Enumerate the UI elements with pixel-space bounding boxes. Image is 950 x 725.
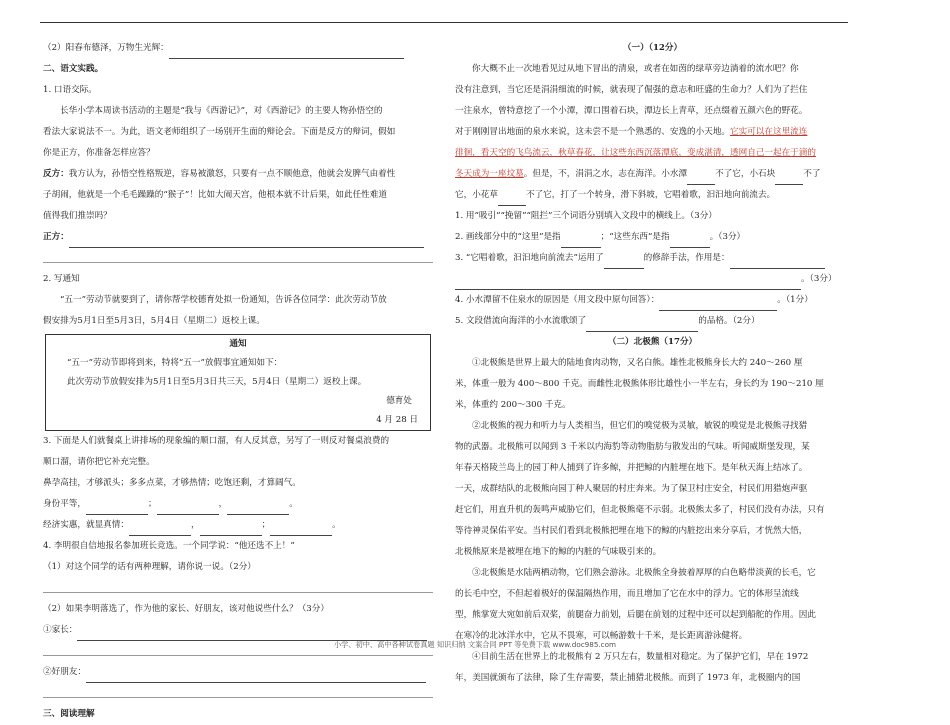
answer-blank[interactable] [129,522,191,536]
part-2-title: （二）北极熊（17分） [607,337,698,347]
parent-answer-blank[interactable] [77,627,427,641]
parent-label: ①家长： [43,625,78,635]
q2-prompt: （2）阳春布德泽，万物生光辉： [43,43,169,53]
passage2-line: 等待神灵保佑平安。当村民们看到北极熊把埋在地下的鲸的内脏挖出来分享后，才恍然大悟， [455,526,808,536]
notice-title: 通知 [229,339,247,349]
fan-label: 反方： [43,169,69,179]
q2-paragraph-2: 假安排为5月1日至5月3日，5月4日（星期二）返校上课。 [43,316,265,326]
question-1: 1. 用“吸引”“挽留”“阻拦”三个词语分别填入文段中的横线上。（3分） [455,211,717,221]
q4-friend-line [43,662,433,683]
answer-blank[interactable] [561,234,601,248]
passage1-line: 冬天成为一座坟墓。但是，不，涓涓之水，志在海洋。小水潭 不了它，小石块 不了 [455,164,850,185]
question-4: 4. 小水潭留不住泉水的原因是（用文段中原句回答）： 。（1分） [455,290,850,311]
fan-line-2: 子胡闹，他就是一个毛毛躁躁的“猴子”！比如大闹天宫，他根本就不计后果，如此任性难道 [43,190,387,200]
page-footer: 小学、初中、高中各种试卷真题 知识归纳 文案合同 PPT 等免费下载 www.doc985.com [333,640,617,649]
answer-blank[interactable] [227,501,289,515]
notice-line-2: 此次劳动节放假安排为5月1日至5月3日共三天，5月4日（星期二）返校上课。 [67,377,367,387]
notice-signature: 德育处 [386,396,412,406]
q3-line-4: 身份平等， ； ， 。 [43,494,433,515]
friend-label: ②好朋友： [43,667,86,677]
q4-line-2: （1）对这个同学的话有两种理解，请你说一说。（2分） [43,562,256,572]
answer-blank[interactable] [86,501,148,515]
top-rule [40,22,848,23]
section-2-title: 二、语文实践。 [43,64,104,74]
answer-blank[interactable] [670,234,710,248]
passage2-line: 年春天格陵兰岛上的园丁种人捕到了许多鲸，并把鲸的内脏埋在地下。是年秋天海上结冰了。 [455,463,808,473]
passage2-line: ③北极熊是水陆两栖动物，它们熟会游泳。北极熊全身披着厚厚的白色略带淡黄的长毛，它 [472,568,816,578]
passage2-line: 赶它们，用直升机的轰鸣声威胁它们，但北极熊毫不示弱。北极熊太多了，村民们没有办法，只有 [455,505,825,515]
q3-line-5: 经济实惠，就显真情： ， ； 。 [43,515,433,536]
q4-line-3: （2）如果李明落选了，作为他的家长、好朋友，该对他说些什么？（3分） [43,604,329,614]
q2-paragraph-1: “五一”劳动节就要到了，请你帮学校德育处拟一份通知，告诉各位同学：此次劳动节放 [60,295,387,305]
underlined-passage: 冬天成为一座坟墓 [455,169,524,179]
notice-box [45,334,431,431]
underlined-passage: 它实可以在这里流连 [730,127,808,137]
answer-line[interactable] [43,683,433,704]
passage2-line: ②北极熊的视力和听力与人类相当，但它们的嗅觉极为灵敏，敏锐的嗅觉是北极熊寻找猎 [472,421,808,431]
section-3-title: 三、阅读理解 [43,709,95,719]
passage1-line: 你大概不止一次地看见过从地下冒出的清泉，或者在如茵的绿草旁边淌着的流水吧？你 [472,64,799,74]
zheng-answer-blank[interactable] [69,234,424,248]
friend-answer-blank[interactable] [86,669,426,683]
left-column [43,38,433,725]
q2-poem-line [43,38,433,59]
q1-paragraph-2: 看法大家说法不一。为此，语文老师组织了一场别开生面的辩论会。下面是反方的辩词，假如 [43,127,396,137]
answer-blank[interactable] [157,501,219,515]
passage1-line: 没有注意到，当它还是涓涓细流的时候，就表现了倔强的意志和旺盛的生命力？人们为了拦住 [455,85,808,95]
passage2-line: 米，体重约 200～300 千克。 [455,400,571,410]
passage1-line: 对于刚刚冒出地面的泉水来说，这未尝不是一个熟悉的、安逸的小天地。它实可以在这里流连 [455,127,808,137]
zheng-line [43,227,433,248]
passage1-line: 它，小花草 不了它，打了一个转身，滑下斜坡，它唱着歌，汩汩地向前流去。 [455,185,850,206]
answer-blank[interactable] [730,255,825,269]
answer-blank[interactable] [659,297,777,311]
answer-blank[interactable] [586,318,698,332]
passage2-line: 物的武器。北极熊可以闻到 3 千米以内海豹等动物脂肪与散发出的气味。听闻威斯堡发现，某 [455,442,810,452]
q1-title: 1. 口语交际。 [43,85,97,95]
passage2-line: 的长毛中空，不但起着极好的保温隔热作用，而且增加了它在水中的浮力。它的体形呈流线 [455,589,799,599]
q3-line-3: 鼻孕高挂，才够派头；多多点菜，才够热情；吃饱还剩，才算阔气。 [43,478,301,488]
question-3-cont: 。（3分） [455,269,850,290]
question-3: 3. “它唱着歌，汩汩地向前流去”运用了 的修辞手法，作用是： [455,248,850,269]
notice-date: 4 月 28 日 [376,415,418,425]
question-2: 2. 画线部分中的“这里”是指 ；“这些东西”是指 。（3分） [455,227,850,248]
q4-line-1: 4. 李明很自信地报名参加班长竞选。一个同学说：“他还选不上！” [43,541,295,551]
answer-blank[interactable] [200,522,262,536]
fan-line-1 [43,164,433,185]
answer-blank[interactable] [455,276,801,290]
passage1-line: 一注泉水，曾特意挖了一个小潭，潭口围着石块，潭边长上青草，还点缀着五颜六色的野花。 [455,106,808,116]
answer-line[interactable] [43,248,433,269]
q1-paragraph-3: 你是正方，你准备怎样应答？ [43,148,155,158]
passage1-line [455,143,850,164]
passage2-line: 型，熊掌宽大宛如前后双桨，前腿奋力前划，后腿在前划的过程中还可以起到船舵的作用。因此 [455,610,816,620]
zheng-label: 正方： [43,232,69,242]
q3-line-2: 顺口溜，请你把它补充完整。 [43,457,155,467]
q2-title: 2. 写通知 [43,274,80,284]
passage2-line: 在寒冷的北冰洋水中，它从不畏寒，可以畅游数十千米，是长距离游泳健将。 [455,631,748,641]
notice-line-1: “五一”劳动节即将到来，特将“五一”放假事宜通知如下： [67,358,283,368]
right-column [455,38,850,689]
passage2-line: 一天，成群结队的北极熊向园丁种人聚居的村庄奔来。为了保卫村庄安全，村民们用猎炮声驱 [455,484,808,494]
blank-2[interactable] [775,171,803,185]
q1-paragraph-1: 长华小学本周读书活动的主题是“我与《西游记》”，对《西游记》的主要人物孙悟空的 [60,106,383,116]
passage2-line: ④目前生活在世界上的北极熊有 2 万只左右，数量相对稳定。为了保护它们，早在 1972 [472,652,809,662]
answer-blank[interactable] [604,255,644,269]
fan-line-3: 值得我们推崇吗？ [43,211,112,221]
part-1-title: （一）（12分） [622,43,683,53]
answer-blank[interactable] [169,45,404,59]
passage2-line: 米，体重一般为 400～800 千克。而雌性北极熊体形比雄性小一半左右，身长约为 190～210 厘 [455,379,824,389]
answer-blank[interactable] [270,522,332,536]
passage2-line: 北极熊原来是被埋在地下的鲸的内脏的气味吸引来的。 [455,547,662,557]
passage2-line: ①北极熊是世界上最大的陆地食肉动物，又名白熊。雄性北极熊身长大约 240～260 厘 [472,358,803,368]
underlined-passage: 徘徊，看天空的飞鸟流云，秋草春花，让这些东西沉落潭底，变成湛清，透网自己一起在于滴的 [455,148,816,158]
fan-text: 我方认为，孙悟空性格叛逆，容易被激怒，只要有一点不顺他意，他就会发脾气由着性 [68,169,396,179]
answer-line[interactable] [43,578,433,599]
blank-1[interactable] [687,171,715,185]
q4-parent-line [43,620,433,641]
q3-line-1: 3. 下面是人们就餐桌上讲排场的现象编的顺口溜，有人反其意，另写了一则反对餐桌浪费的 [43,436,390,446]
passage2-line: 年，美国就颁布了法律，除了生存需要，禁止捕猎北极熊。而到了 1973 年，北极圈内的国 [455,673,801,683]
question-5: 5. 文段借流向海洋的小水流歌颂了 的品格。（2分） [455,311,850,332]
blank-3[interactable] [498,192,526,206]
